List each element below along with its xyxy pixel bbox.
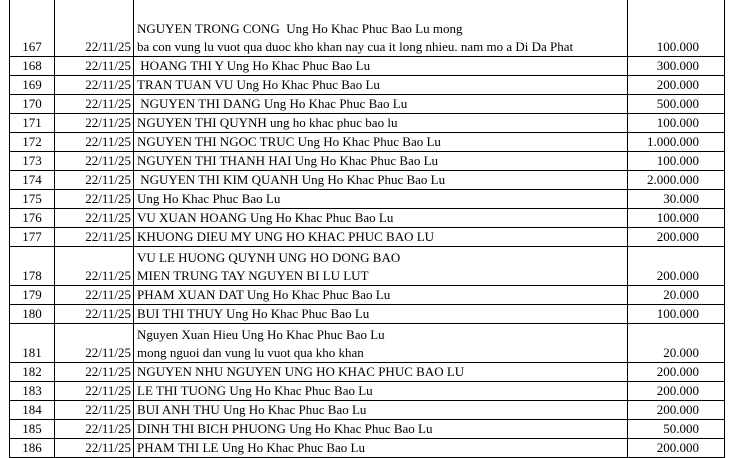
row-number: 178 xyxy=(10,247,55,286)
transaction-description xyxy=(134,0,628,57)
transaction-description xyxy=(134,439,628,458)
row-number: 180 xyxy=(10,305,55,324)
table-row xyxy=(10,401,725,420)
donation-amount: 200.000 xyxy=(628,247,725,286)
donation-amount: 300.000 xyxy=(628,57,725,76)
row-number: 185 xyxy=(10,420,55,439)
description-line: NGUYEN THI KIM QUANH Ung Ho Khac Phuc Bao Lu xyxy=(137,172,446,187)
donation-amount: 200.000 xyxy=(628,228,725,247)
table-row xyxy=(10,247,725,286)
donation-amount: 100.000 xyxy=(628,0,725,57)
transaction-description xyxy=(134,305,628,324)
transaction-date: 22/11/25 xyxy=(55,305,134,324)
description-line: BUI THI THUY Ung Ho Khac Phuc Bao Lu xyxy=(137,306,370,321)
transaction-description xyxy=(134,152,628,171)
transaction-date: 22/11/25 xyxy=(55,286,134,305)
description-line: Ung Ho Khac Phuc Bao Lu xyxy=(137,191,281,206)
donation-amount: 200.000 xyxy=(628,382,725,401)
description-line: PHAM THI LE Ung Ho Khac Phuc Bao Lu xyxy=(137,440,365,455)
donation-amount: 30.000 xyxy=(628,190,725,209)
table-row xyxy=(10,305,725,324)
row-number: 173 xyxy=(10,152,55,171)
row-number: 175 xyxy=(10,190,55,209)
transaction-description xyxy=(134,76,628,95)
row-number: 172 xyxy=(10,133,55,152)
transaction-description xyxy=(134,57,628,76)
transaction-date: 22/11/25 xyxy=(55,57,134,76)
description-line: HOANG THI Y Ung Ho Khac Phuc Bao Lu xyxy=(137,58,371,73)
transaction-date: 22/11/25 xyxy=(55,190,134,209)
donation-amount: 200.000 xyxy=(628,76,725,95)
donation-amount: 200.000 xyxy=(628,363,725,382)
transaction-description xyxy=(134,324,628,363)
transaction-date: 22/11/25 xyxy=(55,95,134,114)
table-row xyxy=(10,114,725,133)
transaction-date: 22/11/25 xyxy=(55,0,134,57)
transaction-description xyxy=(134,286,628,305)
donation-table xyxy=(9,0,725,458)
transaction-description xyxy=(134,95,628,114)
transaction-date: 22/11/25 xyxy=(55,420,134,439)
table-row xyxy=(10,420,725,439)
transaction-description xyxy=(134,247,628,286)
transaction-date: 22/11/25 xyxy=(55,401,134,420)
row-number: 184 xyxy=(10,401,55,420)
transaction-date: 22/11/25 xyxy=(55,439,134,458)
transaction-date: 22/11/25 xyxy=(55,363,134,382)
table-row xyxy=(10,171,725,190)
table-row xyxy=(10,76,725,95)
table-row xyxy=(10,382,725,401)
donation-amount: 50.000 xyxy=(628,420,725,439)
transaction-date: 22/11/25 xyxy=(55,171,134,190)
table-row xyxy=(10,133,725,152)
row-number: 170 xyxy=(10,95,55,114)
table-row xyxy=(10,95,725,114)
table-row xyxy=(10,439,725,458)
transaction-date: 22/11/25 xyxy=(55,152,134,171)
transaction-date: 22/11/25 xyxy=(55,133,134,152)
description-line: Nguyen Xuan Hieu Ung Ho Khac Phuc Bao Lu xyxy=(137,327,385,342)
table-row xyxy=(10,363,725,382)
row-number: 183 xyxy=(10,382,55,401)
transaction-description xyxy=(134,363,628,382)
description-line: BUI ANH THU Ung Ho Khac Phuc Bao Lu xyxy=(137,402,367,417)
description-line: PHAM XUAN DAT Ung Ho Khac Phuc Bao Lu xyxy=(137,287,391,302)
table-row xyxy=(10,152,725,171)
transaction-date: 22/11/25 xyxy=(55,209,134,228)
donation-amount: 200.000 xyxy=(628,439,725,458)
transaction-date: 22/11/25 xyxy=(55,324,134,363)
donation-amount: 200.000 xyxy=(628,401,725,420)
description-line: VU LE HUONG QUYNH UNG HO DONG BAO xyxy=(137,250,401,265)
table-row xyxy=(10,324,725,363)
transaction-description xyxy=(134,401,628,420)
donation-amount: 100.000 xyxy=(628,152,725,171)
transaction-description xyxy=(134,190,628,209)
row-number: 179 xyxy=(10,286,55,305)
description-line: KHUONG DIEU MY UNG HO KHAC PHUC BAO LU xyxy=(137,229,435,244)
table-row xyxy=(10,228,725,247)
transaction-description xyxy=(134,382,628,401)
transaction-date: 22/11/25 xyxy=(55,76,134,95)
description-line: MIEN TRUNG TAY NGUYEN BI LU LUT xyxy=(137,268,369,283)
description-line: NGUYEN NHU NGUYEN UNG HO KHAC PHUC BAO LU xyxy=(137,364,465,379)
description-line: DINH THI BICH PHUONG Ung Ho Khac Phuc Bao Lu xyxy=(137,421,433,436)
donation-table-body xyxy=(10,0,725,458)
transaction-date: 22/11/25 xyxy=(55,247,134,286)
donation-amount: 20.000 xyxy=(628,324,725,363)
description-line: ba con vung lu vuot qua duoc kho khan nay cua it long nhieu. nam mo a Di Da Phat xyxy=(137,39,574,54)
row-number: 176 xyxy=(10,209,55,228)
table-row xyxy=(10,209,725,228)
description-line: NGUYEN TRONG CONG Ung Ho Khac Phuc Bao Lu mong xyxy=(137,21,463,36)
transaction-description xyxy=(134,133,628,152)
row-number: 167 xyxy=(10,0,55,57)
row-number: 186 xyxy=(10,439,55,458)
row-number: 177 xyxy=(10,228,55,247)
donation-amount: 100.000 xyxy=(628,209,725,228)
donation-amount: 100.000 xyxy=(628,305,725,324)
description-line: VU XUAN HOANG Ung Ho Khac Phuc Bao Lu xyxy=(137,210,394,225)
description-line: NGUYEN THI NGOC TRUC Ung Ho Khac Phuc Bao Lu xyxy=(137,134,441,149)
donation-amount: 20.000 xyxy=(628,286,725,305)
description-line: NGUYEN THI DANG Ung Ho Khac Phuc Bao Lu xyxy=(137,96,408,111)
transaction-date: 22/11/25 xyxy=(55,228,134,247)
description-line: NGUYEN THI THANH HAI Ung Ho Khac Phuc Bao Lu xyxy=(137,153,439,168)
row-number: 181 xyxy=(10,324,55,363)
transaction-date: 22/11/25 xyxy=(55,382,134,401)
description-line: LE THI TUONG Ung Ho Khac Phuc Bao Lu xyxy=(137,383,373,398)
transaction-description xyxy=(134,171,628,190)
donation-amount: 500.000 xyxy=(628,95,725,114)
row-number: 171 xyxy=(10,114,55,133)
row-number: 168 xyxy=(10,57,55,76)
donation-amount: 100.000 xyxy=(628,114,725,133)
table-row xyxy=(10,190,725,209)
description-line: NGUYEN THI QUYNH ung ho khac phuc bao lu xyxy=(137,115,398,130)
transaction-date: 22/11/25 xyxy=(55,114,134,133)
transaction-description xyxy=(134,228,628,247)
row-number: 174 xyxy=(10,171,55,190)
transaction-description xyxy=(134,114,628,133)
donation-amount: 2.000.000 xyxy=(628,171,725,190)
transaction-description xyxy=(134,209,628,228)
row-number: 182 xyxy=(10,363,55,382)
description-line: TRAN TUAN VU Ung Ho Khac Phuc Bao Lu xyxy=(137,77,380,92)
row-number: 169 xyxy=(10,76,55,95)
donation-amount: 1.000.000 xyxy=(628,133,725,152)
table-row xyxy=(10,0,725,57)
table-row xyxy=(10,286,725,305)
transaction-description xyxy=(134,420,628,439)
table-row xyxy=(10,57,725,76)
description-line: mong nguoi dan vung lu vuot qua kho khan xyxy=(137,345,364,360)
